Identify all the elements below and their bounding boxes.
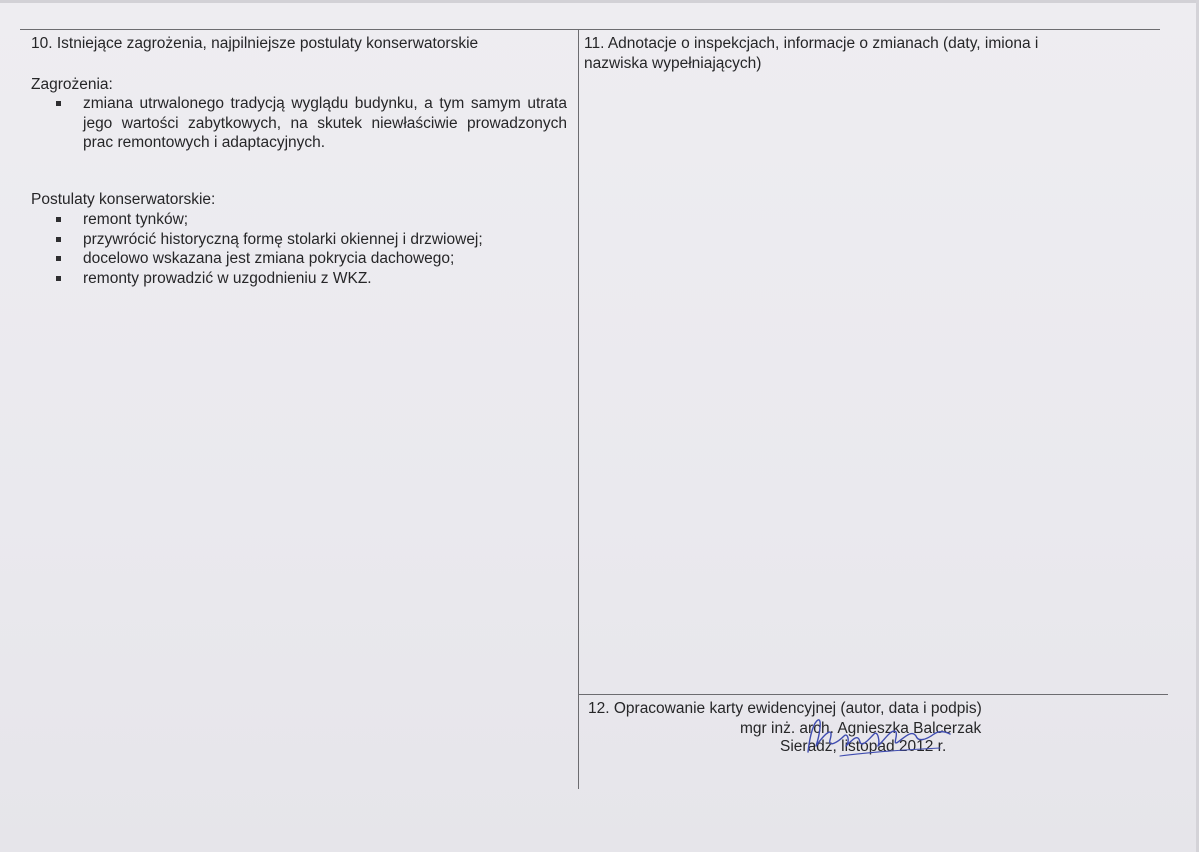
list-item <box>55 210 567 230</box>
top-rule <box>20 29 1160 30</box>
bullet-icon <box>56 256 61 261</box>
column-divider <box>578 29 579 789</box>
postulates-heading: Postulaty konserwatorskie: <box>31 191 216 208</box>
postulate-item-text: remont tynków; <box>83 211 189 228</box>
section-12-title: 12. Opracowanie karty ewidencyjnej (autor, data i podpis) <box>588 700 982 717</box>
place-date: Sieradz, listopad 2012 r. <box>780 738 947 755</box>
bullet-icon <box>56 237 61 242</box>
threats-list <box>55 94 567 153</box>
bullet-icon <box>56 101 61 106</box>
list-item <box>55 249 567 269</box>
handwritten-signature <box>800 712 960 764</box>
postulate-item-text: remonty prowadzić w uzgodnieniu z WKZ. <box>83 269 372 287</box>
postulates-list <box>55 210 567 288</box>
list-item <box>55 230 567 250</box>
author-name: mgr inż. arch. Agnieszka Balcerzak <box>740 720 982 737</box>
section-11-title: 11. Adnotacje o inspekcjach, informacje o zmianach (daty, imiona i nazwiska wypełniających) <box>584 35 1039 72</box>
paper-top-edge <box>0 0 1199 3</box>
footer-rule <box>578 694 1168 695</box>
list-item <box>55 269 567 289</box>
bullet-icon <box>56 217 61 222</box>
bullet-icon <box>56 276 61 281</box>
postulate-item-text: docelowo wskazana jest zmiana pokrycia dachowego; <box>83 250 455 267</box>
threats-heading: Zagrożenia: <box>31 76 113 93</box>
threat-item-text: zmiana utrwalonego tradycją wyglądu budynku, a tym samym utrata jego wartości zabytkowych, na skutek niewłaściwie prowadzonych prac remontowych i adaptacyjnych. <box>83 95 567 151</box>
list-item <box>55 94 567 153</box>
section-10-title: 10. Istniejące zagrożenia, najpilniejsze postulaty konserwatorskie <box>31 35 479 52</box>
postulate-item-text: przywrócić historyczną formę stolarki okiennej i drzwiowej; <box>83 230 483 248</box>
